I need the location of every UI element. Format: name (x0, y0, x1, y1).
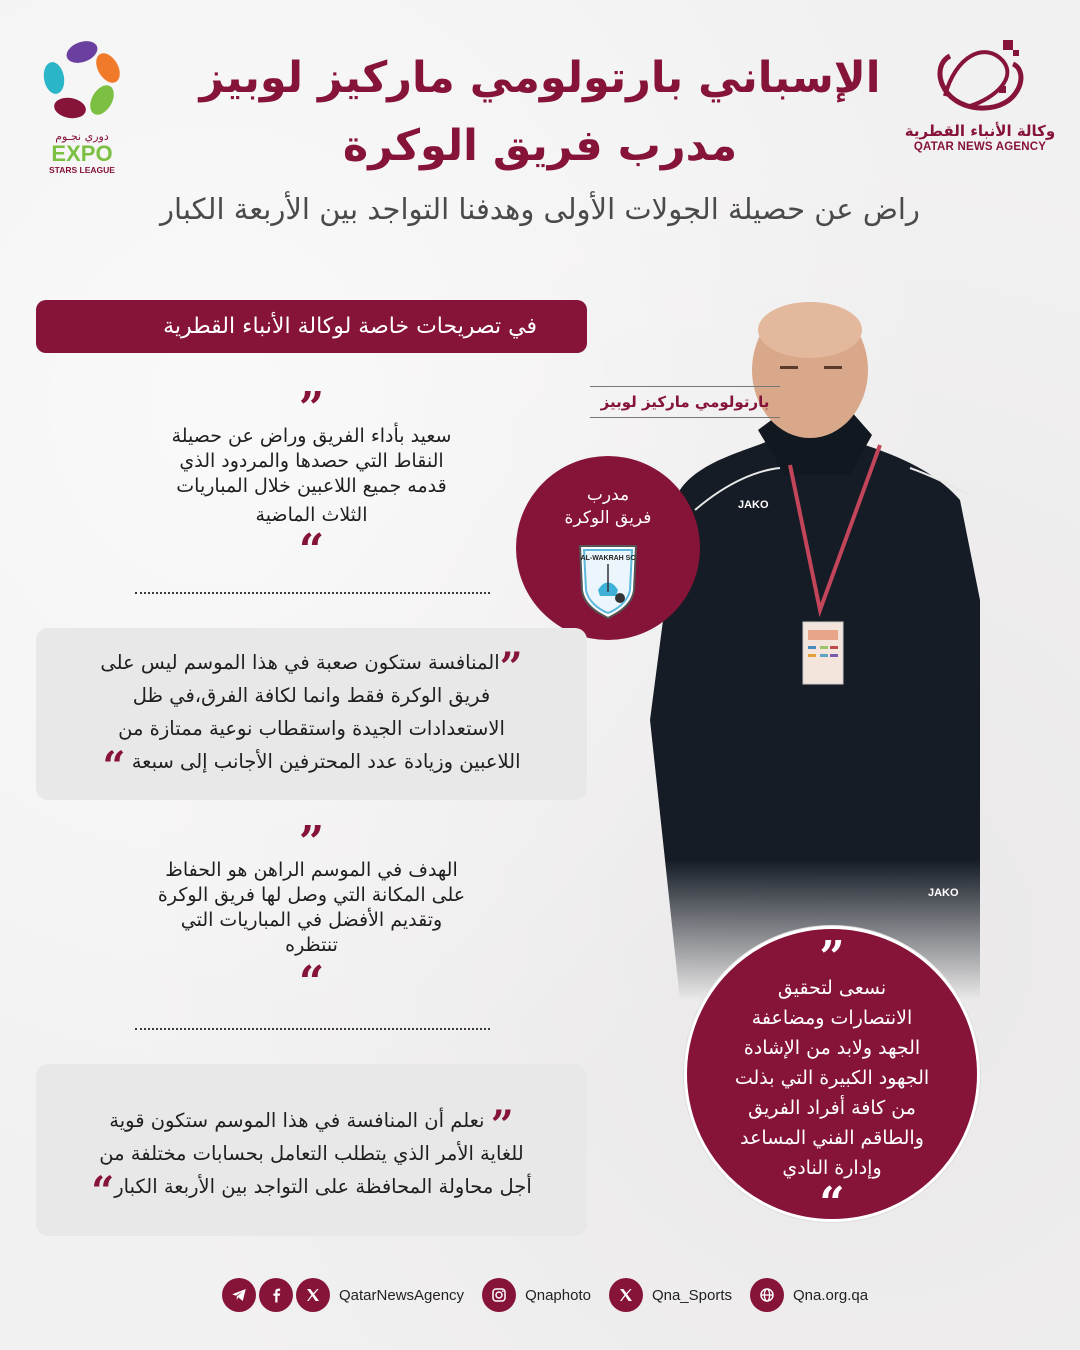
quote-5-line-7: وإدارة النادي (782, 1157, 882, 1179)
quote-5-line-5: من كافة أفراد الفريق (748, 1097, 916, 1119)
x-icon[interactable] (609, 1278, 643, 1312)
quote-1-line-2: النقاط التي حصدها والمردود الذي (179, 450, 444, 472)
quote-5-line-2: الانتصارات ومضاعفة (751, 1007, 913, 1029)
coach-role-line1: مدرب (586, 485, 630, 505)
quote-2-line-1: ”المنافسة ستكون صعبة في هذا الموسم ليس على (100, 644, 523, 691)
qna-logo-arabic: وكالة الأنباء القطرية (904, 122, 1056, 140)
quote-2-line-3: الاستعدادات الجيدة واستقطاب نوعية ممتازة من (118, 717, 505, 740)
quote-2-line-2: فريق الوكرة فقط وانما لكافة الفرق،في ظل (132, 684, 491, 707)
coach-name: بارتولومي ماركيز لوبيز (590, 386, 780, 418)
quote-block-1 (36, 383, 587, 576)
quote-1-line-4: الثلاث الماضية (255, 504, 368, 526)
social-handle-qatarnewsagency[interactable]: QatarNewsAgency (339, 1286, 465, 1304)
coach-role-line2: فريق الوكرة (564, 508, 652, 528)
quote-2-line-4: اللاعبين وزيادة عدد المحترفين الأجانب إلى سبعة “ (102, 743, 521, 790)
quote-open-icon: ” (490, 1102, 514, 1149)
quote-circle-5 (684, 926, 980, 1229)
headline-title-line2: مدرب فريق الوكرة (342, 121, 738, 171)
quote-5-line-4: الجهود الكبيرة التي بذلت (734, 1067, 930, 1089)
quote-open-icon: ” (819, 932, 845, 983)
quote-4-line-1: ” نعلم أن المنافسة في هذا الموسم ستكون قوية (109, 1102, 514, 1149)
quote-4-line-2: للغاية الأمر الذي يتطلب التعامل بحسابات مختلفة من (99, 1142, 524, 1165)
quote-close-icon: “ (91, 1168, 115, 1215)
quote-close-icon: “ (298, 957, 325, 1008)
divider (135, 1028, 490, 1030)
quote-1-line-3: قدمه جميع اللاعبين خلال المباريات (176, 475, 447, 497)
svg-text:JAKO: JAKO (928, 887, 959, 899)
quote-5-line-1: نسعى لتحقيق (777, 977, 887, 999)
headline-title-line1: الإسباني بارتولومي ماركيز لوبيز (199, 53, 881, 103)
quote-1-line-1: سعيد بأداء الفريق وراض عن حصيلة (171, 425, 452, 447)
quote-close-icon: “ (102, 743, 126, 790)
quote-open-icon: ” (499, 644, 523, 691)
qna-logo (900, 36, 1060, 166)
svg-text:AL-WAKRAH SC: AL-WAKRAH SC (580, 555, 636, 562)
social-handle-qnaphoto[interactable]: Qnaphoto (525, 1286, 591, 1304)
quote-close-icon: “ (298, 525, 325, 576)
instagram-icon[interactable] (482, 1278, 516, 1312)
quote-3-line-3: وتقديم الأفضل في المباريات التي (180, 909, 443, 931)
quote-4-line-3: أجل محاولة المحافظة على التواجد بين الأربعة الكبار“ (91, 1168, 532, 1215)
svg-text:JAKO: JAKO (738, 499, 769, 511)
x-icon[interactable] (296, 1278, 330, 1312)
quote-block-3 (36, 817, 587, 1008)
quote-open-icon: ” (298, 383, 325, 434)
expo-flower-icon (40, 38, 124, 122)
globe-icon[interactable] (750, 1278, 784, 1312)
expo-stars-league-logo (36, 38, 128, 183)
section-banner: في تصريحات خاصة لوكالة الأنباء القطرية (36, 300, 587, 353)
quote-5-line-3: الجهد ولابد من الإشادة (743, 1037, 921, 1059)
quote-close-icon: “ (819, 1178, 845, 1229)
website-link[interactable]: Qna.org.qa (793, 1286, 869, 1304)
quote-3-line-2: على المكانة التي وصل لها فريق الوكرة (157, 884, 466, 906)
expo-logo-subtext: STARS LEAGUE (49, 165, 115, 175)
qna-emblem-icon (925, 36, 1035, 118)
social-footer (222, 1276, 886, 1314)
divider (135, 592, 490, 594)
telegram-icon[interactable] (222, 1278, 256, 1312)
quote-3-line-1: الهدف في الموسم الراهن هو الحفاظ (165, 859, 458, 881)
headline-subtitle: راض عن حصيلة الجولات الأولى وهدفنا التواجد بين الأربعة الكبار (160, 192, 920, 226)
quote-open-icon: ” (298, 817, 325, 868)
quote-card-2 (36, 628, 587, 800)
facebook-icon[interactable] (259, 1278, 293, 1312)
qna-logo-english: QATAR NEWS AGENCY (913, 141, 1047, 153)
expo-logo-text: EXPO (51, 141, 113, 166)
quote-card-4 (36, 1064, 587, 1236)
quote-3-line-4: تنتظره (285, 934, 338, 956)
quote-5-line-6: والطاقم الفني المساعد (740, 1127, 924, 1149)
expo-logo-arabic: دوري نجـوم (55, 130, 109, 143)
social-handle-qna-sports[interactable]: Qna_Sports (651, 1286, 732, 1304)
